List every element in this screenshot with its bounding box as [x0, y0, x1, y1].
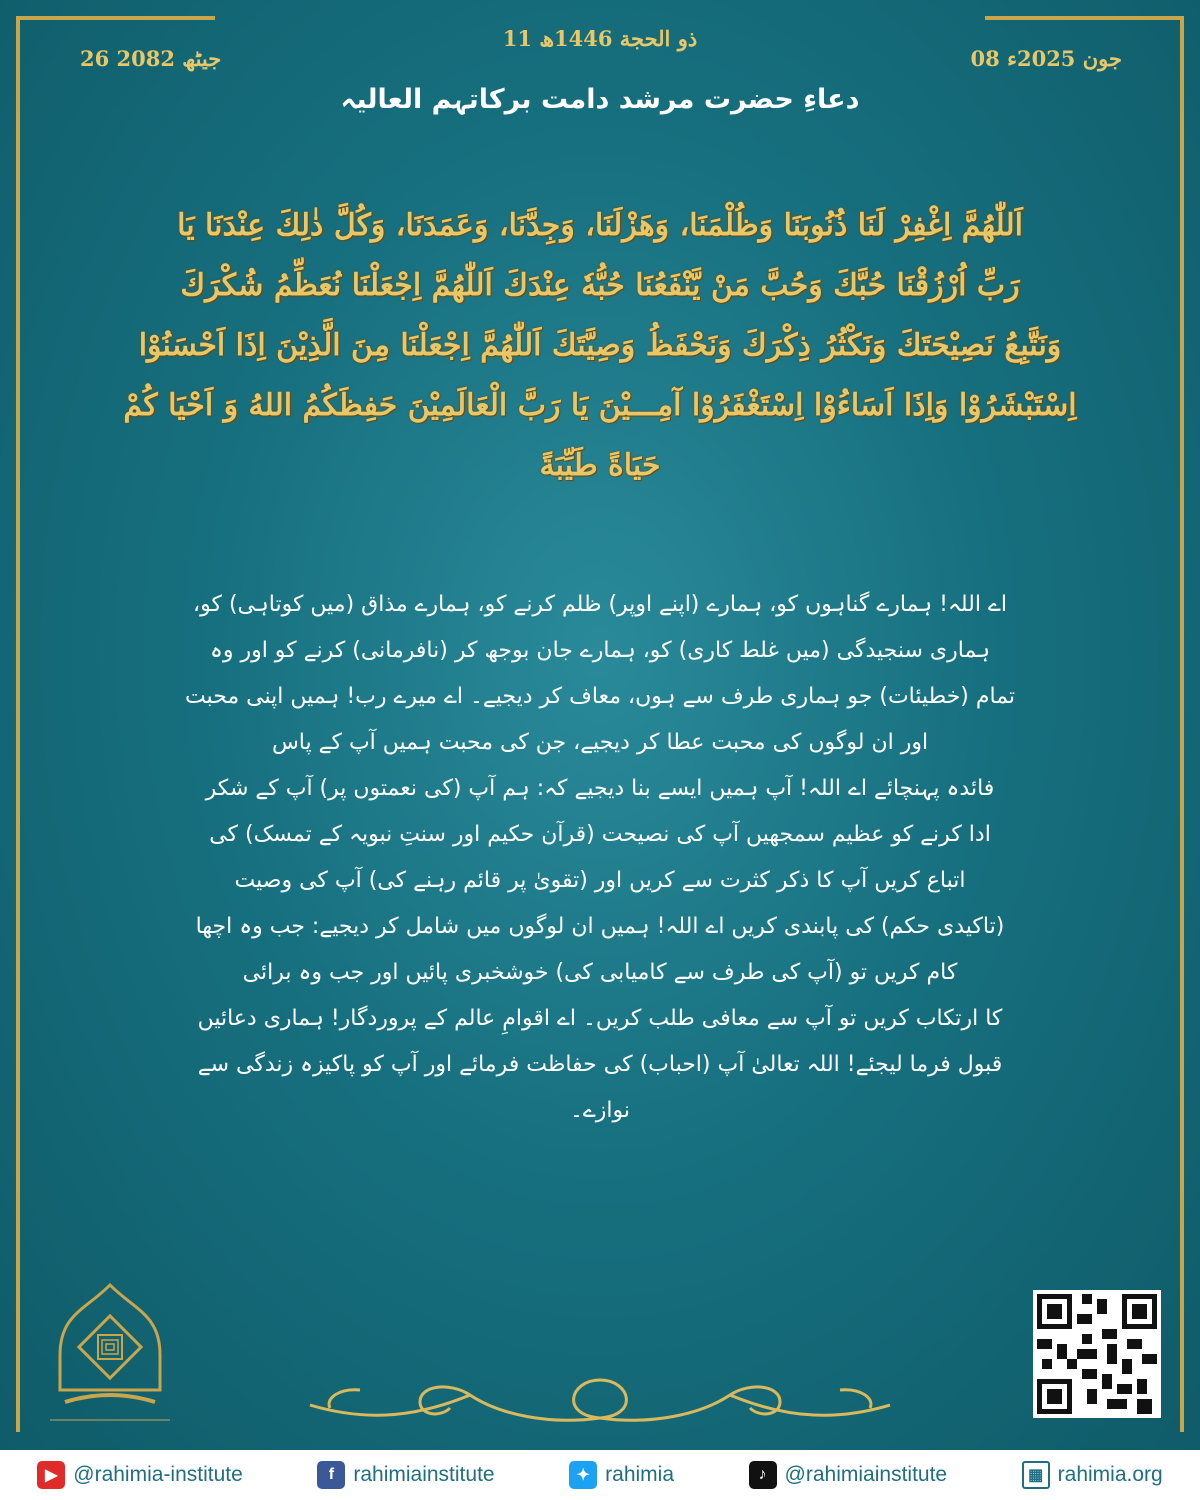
qr-code — [1033, 1290, 1161, 1418]
urdu-line: اے اللہ! ہمارے گناہوں کو، ہمارے (اپنے اوپر) ظلم کرنے کو، ہمارے مذاق (میں کوتاہی) کو، — [193, 592, 1007, 617]
urdu-line: ہماری سنجیدگی (میں غلط کاری) کو، ہمارے جان بوجھ کر (نافرمانی) کرنے کو اور وہ — [209, 638, 991, 663]
gregorian-date: 08 جون 2025ء — [970, 46, 1122, 71]
urdu-line: (تاکیدی حکم) کی پابندی کریں اے اللہ! ہمیں ان لوگوں میں شامل کر دیجیے: جب وہ اچھا — [195, 914, 1005, 939]
youtube-link[interactable] — [37, 1461, 243, 1489]
urdu-line: قبول فرما لیجئے! اللہ تعالیٰ آپ (احباب) کی حفاظت فرمائے اور آپ کو پاکیزہ زندگی سے — [197, 1052, 1003, 1077]
urdu-line: فائدہ پہنچائے اے اللہ! آپ ہمیں ایسے بنا دیجیے کہ: ہم آپ (کی نعمتوں پر) آپ کے شکر — [205, 776, 995, 801]
youtube-handle: @rahimia-institute — [73, 1463, 243, 1486]
facebook-icon: f — [317, 1461, 345, 1489]
urdu-line: ادا کرنے کو عظیم سمجھیں آپ کی نصیحت (قرآن حکیم اور سنتِ نبویہ کے تمسک) کی — [209, 822, 991, 847]
urdu-line: تمام (خطیئات) جو ہماری طرف سے ہوں، معاف کر دیجیے۔ اے میرے رب! ہمیں اپنی محبت — [184, 684, 1016, 709]
tiktok-link[interactable] — [749, 1461, 948, 1489]
urdu-line: اتباع کریں آپ کا ذکر کثرت سے کریں اور (تقویٰ پر قائم رہنے کی) آپ کی وصیت — [234, 868, 966, 893]
rahimia-logo — [40, 1280, 180, 1435]
hijri-date: 11 ذو الحجة 1446ھ — [502, 26, 698, 51]
arabic-dua — [80, 196, 1120, 496]
arabic-line: اَللّٰهُمَّ اِغْفِرْ لَنَا ذُنُوبَنَا وَظُلْمَنَا، وَهَزْلَنَا، وَجِدَّنَا، وَعَمَدَنَا، وَكُلَّ ذٰلِكَ عِنْدَنَا يَا — [177, 208, 1023, 243]
tiktok-handle: @rahimiainstitute — [784, 1463, 948, 1486]
urdu-translation — [120, 582, 1080, 1134]
arabic-line: وَنَتَّبِعُ نَصِيْحَتَكَ وَنَكْثُرُ ذِكْرَكَ وَنَحْفَظُ وَصِيَّتَكَ اَللّٰهُمَّ اِجْعَلْنَا مِنَ الَّذِيْنَ اِذَا اَحْسَنُوْا — [138, 328, 1062, 363]
arabic-line: رَبِّ اُرْزُقْنَا حُبَّكَ وَحُبَّ مَنْ يَّنْفَعُنَا حُبُّهٗ عِنْدَكَ اَللّٰهُمَّ اِجْعَلْنَا نُعَظِّمُ شُكْرَكَ — [180, 268, 1020, 303]
ornament-divider — [300, 1370, 900, 1430]
urdu-line: اور ان لوگوں کی محبت عطا کر دیجیے، جن کی محبت ہمیں آپ کے پاس — [271, 730, 929, 755]
arabic-line: حَيَاةً طَيِّبَةً — [539, 448, 661, 483]
twitter-handle: rahimia — [605, 1463, 674, 1486]
bikrami-date: 26 جیٹھ 2082 — [80, 46, 222, 71]
tiktok-icon: ♪ — [749, 1461, 777, 1489]
web-icon: ▦ — [1022, 1461, 1050, 1489]
website-url: rahimia.org — [1057, 1463, 1163, 1486]
urdu-line: نوازے۔ — [569, 1098, 630, 1123]
page-title: دعاءِ حضرت مرشد دامت برکاتہم العالیہ — [340, 84, 860, 115]
twitter-icon: ✦ — [569, 1461, 597, 1489]
twitter-link[interactable] — [569, 1461, 674, 1489]
qr-code-pattern — [1037, 1294, 1157, 1414]
arabic-line: اِسْتَبْشَرُوْا وَاِذَا اَسَاءُوْا اِسْتَغْفَرُوْا آمِـــيْنَ يَا رَبَّ الْعَالَمِيْنَ حَفِظَكُمُ اللهُ وَ اَحْيَا كُمْ — [123, 388, 1077, 423]
social-footer — [0, 1450, 1200, 1500]
urdu-line: کا ارتکاب کریں تو آپ سے معافی طلب کریں۔ اے اقوامِ عالم کے پروردگار! ہماری دعائیں — [197, 1006, 1003, 1031]
youtube-icon: ▶ — [37, 1461, 65, 1489]
facebook-handle: rahimiainstitute — [353, 1463, 495, 1486]
website-link[interactable] — [1022, 1461, 1163, 1489]
urdu-line: کام کریں تو (آپ کی طرف سے کامیابی کی) خوشخبری پائیں اور جب وہ برائی — [242, 960, 958, 985]
facebook-link[interactable] — [317, 1461, 494, 1489]
